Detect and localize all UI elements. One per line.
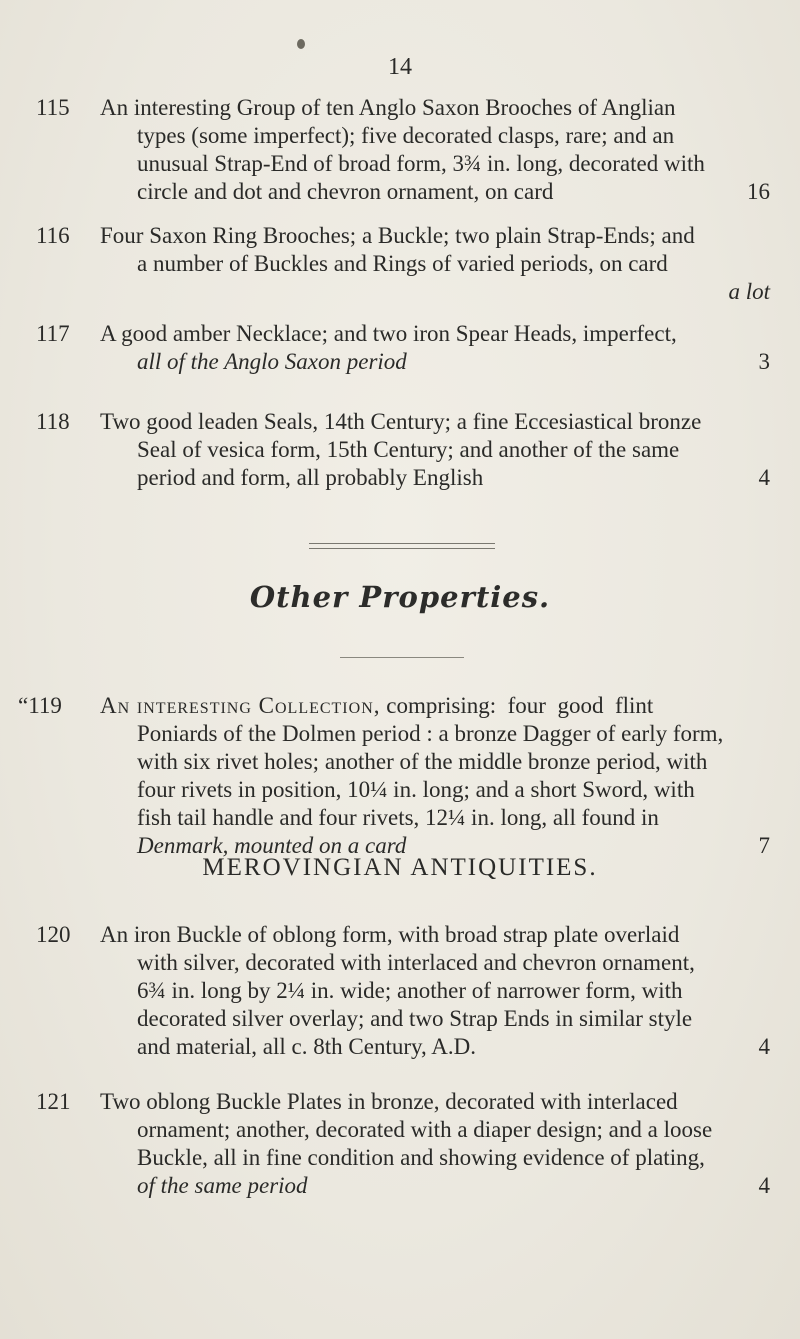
lot-line: fish tail handle and four rivets, 12¼ in. long, all found in — [137, 805, 659, 830]
lot-number: 117 — [36, 321, 70, 346]
lot-price: 4 — [758, 1173, 770, 1198]
lot-lead: An interesting Collection, — [100, 693, 381, 718]
lot-price: 16 — [747, 179, 770, 204]
lot-description — [100, 320, 770, 376]
lot-last-line — [100, 464, 770, 492]
lot-first-line — [100, 692, 770, 720]
lot-line: unusual Strap-End of broad form, 3¾ in. long, decorated with — [137, 151, 705, 176]
lot-line: Two good leaden Seals, 14th Century; a fine Eccesiastical bronze — [100, 409, 702, 434]
lot-line: 6¾ in. long by 2¼ in. wide; another of narrower form, with — [137, 978, 683, 1003]
lot-line: An interesting Group of ten Anglo Saxon Brooches of Anglian — [100, 95, 676, 120]
lot-line: period and form, all probably English — [137, 465, 484, 490]
lot-line: Poniards of the Dolmen period : a bronze Dagger of early form, — [137, 721, 724, 746]
lot-number: 120 — [36, 922, 71, 947]
lot-description — [100, 222, 770, 306]
lot-line: types (some imperfect); five decorated clasps, rare; and an — [137, 123, 675, 148]
page-number: 14 — [388, 54, 412, 80]
section-divider — [309, 543, 495, 549]
lot-number: 116 — [36, 223, 70, 248]
lot-line: An iron Buckle of oblong form, with broad strap plate overlaid — [100, 922, 680, 947]
lot-line: all of the Anglo Saxon period — [137, 349, 407, 374]
ink-speck — [297, 39, 305, 49]
lot-line: a number of Buckles and Rings of varied periods, on card — [137, 251, 668, 276]
lot-line: and material, all c. 8th Century, A.D. — [137, 1034, 476, 1059]
lot-line: of the same period — [137, 1173, 308, 1198]
lot-line: Denmark, mounted on a card — [137, 833, 407, 858]
lot-line: decorated silver overlay; and two Strap Ends in similar style — [137, 1006, 693, 1031]
section-heading: Other Properties. — [249, 580, 551, 614]
lot-description — [100, 94, 770, 206]
lot-description — [100, 921, 770, 1061]
section-divider — [340, 657, 464, 658]
lot-last-line — [100, 278, 770, 306]
lot-line: with silver, decorated with interlaced and chevron ornament, — [137, 950, 695, 975]
lot-price: 4 — [758, 1034, 770, 1059]
lot-line: Buckle, all in fine condition and showing evidence of plating, — [137, 1145, 705, 1170]
lot-last-line — [100, 178, 770, 206]
lot-description — [100, 408, 770, 492]
lot-number-group — [18, 692, 62, 720]
lot-last-line — [100, 348, 770, 376]
section-heading: MEROVINGIAN ANTIQUITIES. — [202, 854, 598, 881]
lot-last-line — [100, 1172, 770, 1200]
lot-price: 7 — [758, 833, 770, 858]
lot-number: 119 — [28, 693, 62, 718]
lot-description — [100, 692, 770, 860]
lot-last-line — [100, 1033, 770, 1061]
lot-price: 4 — [758, 465, 770, 490]
lot-line: Four Saxon Ring Brooches; a Buckle; two plain Strap-Ends; and — [100, 223, 695, 248]
lot-line: Two oblong Buckle Plates in bronze, decorated with interlaced — [100, 1089, 678, 1114]
margin-mark: “ — [18, 693, 29, 718]
lot-number: 118 — [36, 409, 70, 434]
lot-price: a lot — [728, 279, 770, 304]
lot-description — [100, 1088, 770, 1200]
lot-line: ornament; another, decorated with a diaper design; and a loose — [137, 1117, 713, 1142]
lot-line: with six rivet holes; another of the middle bronze period, with — [137, 749, 708, 774]
lot-number: 121 — [36, 1089, 71, 1114]
lot-line: A good amber Necklace; and two iron Spear Heads, imperfect, — [100, 321, 677, 346]
lot-line: Seal of vesica form, 15th Century; and another of the same — [137, 437, 680, 462]
lot-line: comprising: four good flint — [380, 693, 654, 718]
lot-line: circle and dot and chevron ornament, on card — [137, 179, 554, 204]
lot-price: 3 — [758, 349, 770, 374]
lot-line: four rivets in position, 10¼ in. long; and a short Sword, with — [137, 777, 695, 802]
lot-number: 115 — [36, 95, 70, 120]
